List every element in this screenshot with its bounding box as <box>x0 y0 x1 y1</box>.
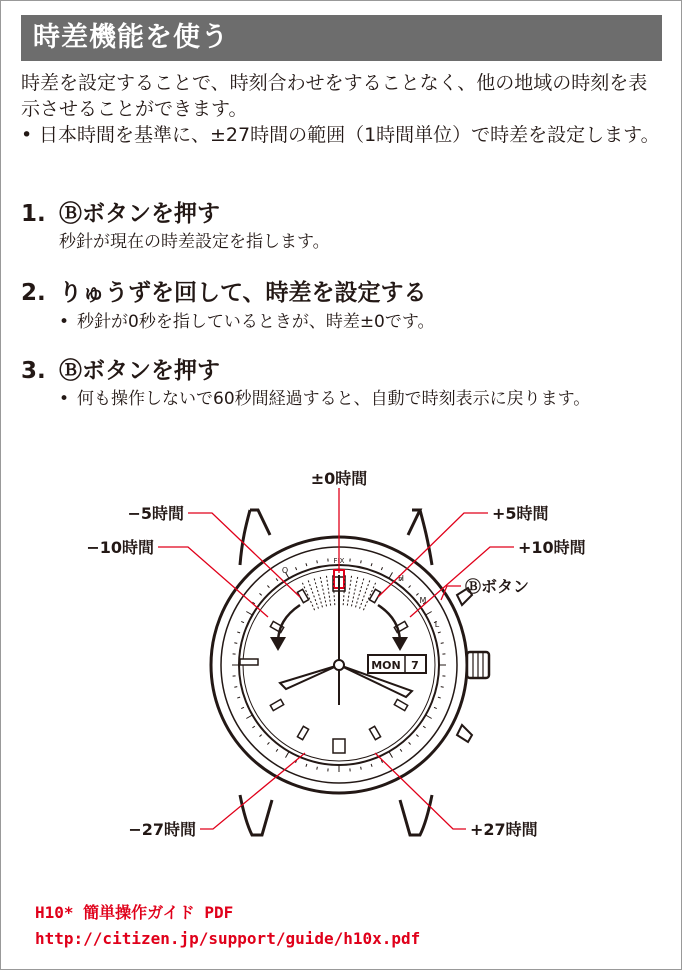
tick-mark <box>441 643 444 644</box>
tick-mark <box>371 764 372 767</box>
tick-mark <box>416 593 418 595</box>
step-1-number: 1. <box>21 201 46 227</box>
hour-hand <box>280 665 339 689</box>
label-button-b: Ⓑボタン <box>465 577 530 596</box>
step-3-title: Ⓑボタンを押す <box>59 358 220 384</box>
tick-mark <box>237 632 240 633</box>
tick-mark <box>241 621 244 622</box>
step-2-note: • 秒針が0秒を指しているときが、時差±0です。 <box>59 310 435 335</box>
tick-mark <box>241 707 244 708</box>
tick-mark <box>389 752 393 758</box>
tick-mark <box>438 632 441 633</box>
step-1-note: 秒針が現在の時差設定を指します。 <box>59 232 330 252</box>
tick-mark <box>389 572 393 578</box>
sweep-line <box>326 574 330 606</box>
label-minus-10-hours: −10時間 <box>86 538 154 557</box>
tick-mark <box>409 585 411 587</box>
tick-mark <box>423 726 425 728</box>
hand-pivot <box>334 660 344 670</box>
tick-mark <box>361 560 362 563</box>
tick-mark <box>286 752 290 758</box>
fix-mark: FIX <box>333 557 345 565</box>
tick-mark <box>416 735 418 737</box>
tick-mark <box>306 563 307 566</box>
tick-mark <box>234 687 237 688</box>
label-minus-5-hours: −5時間 <box>127 504 184 523</box>
label-plus-10-hours: +10時間 <box>518 538 586 557</box>
h-mark: H <box>397 574 405 583</box>
o-mark: O <box>281 566 289 575</box>
label-plus-27-hours: +27時間 <box>470 820 538 839</box>
tick-mark <box>276 578 278 580</box>
sweep-line <box>347 574 351 606</box>
step-3-note: • 何も操作しないで60秒間経過すると、自動で時刻表示に戻ります。 <box>59 387 682 412</box>
tick-mark <box>400 749 402 751</box>
tick-mark <box>441 687 444 688</box>
date-text: 7 <box>411 659 419 672</box>
tick-mark <box>267 742 269 744</box>
tick-mark <box>371 563 372 566</box>
tick-mark <box>426 612 432 616</box>
right-arrowhead <box>392 637 408 651</box>
tick-mark <box>434 707 437 708</box>
intro-bullet: • 日本時間を基準に、±27時間の範囲（1時間単位）で時差を設定します。 <box>21 122 666 148</box>
tick-mark <box>252 726 254 728</box>
tick-mark <box>234 643 237 644</box>
button-a-pusher <box>457 725 472 742</box>
watch-diagram <box>0 455 682 855</box>
step-2-number: 2. <box>21 280 46 306</box>
tick-mark <box>276 749 278 751</box>
intro-section <box>21 70 666 148</box>
tick-mark <box>317 767 318 770</box>
l-mark: L <box>434 620 440 629</box>
m-mark: M <box>419 596 427 605</box>
tick-mark <box>237 697 240 698</box>
tick-mark <box>259 735 261 737</box>
tick-mark <box>361 767 362 770</box>
label-plus-5-hours: +5時間 <box>492 504 549 523</box>
footer-url[interactable]: http://citizen.jp/support/guide/h10x.pdf <box>35 929 421 948</box>
step-3-heading <box>21 352 220 385</box>
tick-mark <box>409 742 411 744</box>
tick-mark <box>246 715 252 719</box>
tick-mark <box>381 567 382 570</box>
sweep-line <box>360 579 371 609</box>
tick-mark <box>267 585 269 587</box>
left-arrowhead <box>270 637 286 651</box>
day-text: MON <box>371 659 401 672</box>
step-1-heading <box>21 195 220 228</box>
step-2-heading <box>21 274 427 307</box>
label-minus-27-hours: −27時間 <box>128 820 196 839</box>
tick-mark <box>246 612 252 616</box>
tick-mark <box>438 697 441 698</box>
label-zero-hours: ±0時間 <box>310 469 368 488</box>
tick-mark <box>426 715 432 719</box>
sweep-line <box>308 579 319 609</box>
page-title: 時差機能を使う <box>21 15 662 61</box>
tick-mark <box>306 764 307 767</box>
step-2-title: りゅうずを回して、時差を設定する <box>59 280 427 306</box>
tick-mark <box>259 593 261 595</box>
step-3-number: 3. <box>21 358 46 384</box>
intro-paragraph: 時差を設定することで、時刻合わせをすることなく、他の地域の時刻を表示させることができます。 <box>21 72 648 120</box>
footer-title: H10* 簡単操作ガイド PDF <box>35 903 234 922</box>
tick-mark <box>295 567 296 570</box>
tick-mark <box>317 560 318 563</box>
step-1-title: Ⓑボタンを押す <box>59 201 220 227</box>
